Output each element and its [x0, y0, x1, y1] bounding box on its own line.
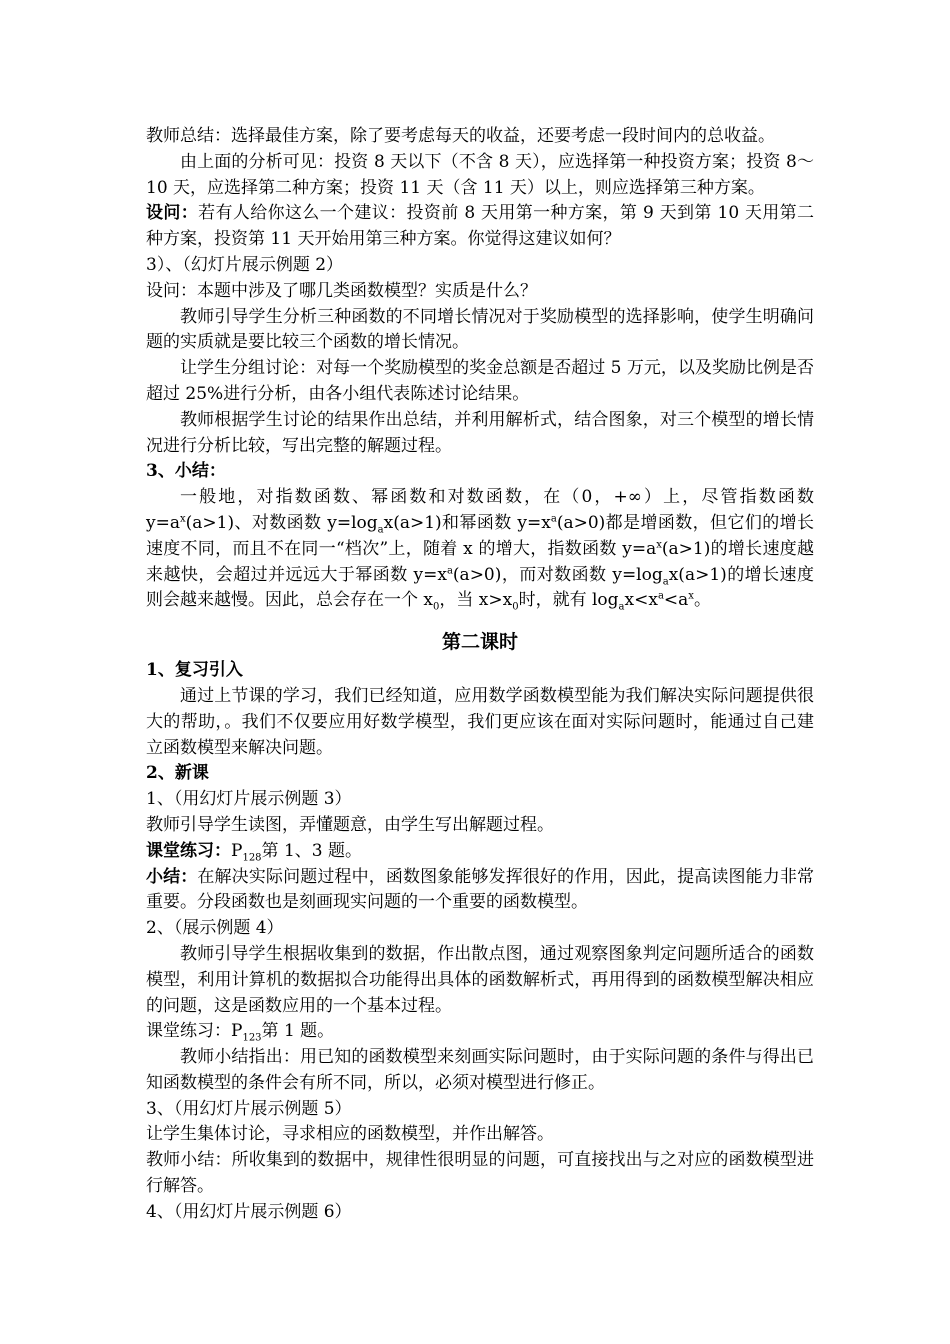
summary-text: 。: [693, 590, 711, 611]
summary-heading: 3、小结：: [146, 461, 226, 482]
summary-text: 时，就有 log: [518, 590, 619, 611]
question-paragraph: [146, 201, 814, 253]
teacher-conclusion-paragraph: 教师根据学生讨论的结果作出总结，并利用解析式，结合图象，对三个模型的增长情况进行分析比较，写出完整的解题过程。: [146, 409, 814, 456]
example2-line: 3）、（幻灯片展示例题 2）: [146, 254, 344, 275]
superscript: x: [656, 539, 662, 551]
superscript: a: [657, 590, 664, 602]
question2-line: 设问：本题中涉及了哪几类函数模型？实质是什么？: [146, 280, 537, 301]
group-work-line: 让学生集体讨论，寻求相应的函数模型，并作出解答。: [146, 1124, 554, 1145]
summary2-label: 小结：: [146, 866, 198, 887]
exercise-label: 课堂练习：: [146, 840, 231, 861]
analysis-paragraph: 由上面的分析可见：投资 8 天以下（不含 8 天），应选择第一种投资方案；投资 8～10 天，应选择第二种方案；投资 11 天（含 11 天）以上，则应选择第三种方案。: [146, 151, 814, 198]
subscript: a: [377, 524, 384, 536]
summary-text: x<x: [624, 590, 658, 611]
review-heading: 1、复习引入: [146, 660, 243, 681]
summary-text: (a>0)都是增函数，但它们的增长速度不同，而且不在同一“档次”上，随着 x 的增大，指数函数 y=a: [146, 512, 814, 559]
exercise-text: 课堂练习：P: [146, 1021, 243, 1042]
scatter-paragraph: 教师引导学生根据收集到的数据，作出散点图，通过观察图象判定问题所适合的函数模型，利用计算机的数据拟合功能得出具体的函数解析式，再用得到的函数模型解决相应的问题，这是函数应用的一个基本过程。: [146, 943, 814, 1016]
superscript: x: [688, 590, 694, 602]
read-graph-line: 教师引导学生读图，弄懂题意，由学生写出解题过程。: [146, 814, 554, 835]
review-paragraph: 通过上节课的学习，我们已经知道，应用数学函数模型能为我们解决实际问题提供很大的帮助，。我们不仅要应用好数学模型，我们更应该在面对实际问题时，能通过自己建立函数模型来解决问题。: [146, 685, 814, 758]
superscript: a: [446, 564, 453, 576]
summary2-paragraph: [146, 865, 814, 917]
exercise-text: P: [231, 840, 243, 861]
document-page: [146, 124, 814, 1226]
question-text: 若有人给你这么一个建议：投资前 8 天用第一种方案，第 9 天到第 10 天用第二种方案，投资第 11 天开始用第三种方案。你觉得这建议如何？: [146, 203, 815, 250]
superscript: x: [179, 513, 186, 525]
summary-text: x(a>1)和幂函数 y=x: [383, 512, 551, 533]
page-subscript: 128: [242, 852, 262, 864]
teacher-guide-paragraph: 教师引导学生分析三种函数的不同增长情况对于奖励模型的选择影响，使学生明确问题的实质就是要比较三个函数的增长情况。: [146, 306, 814, 353]
summary-text: (a>1)的增长速度越来越快，会超过并远远大于幂函数 y=x: [146, 538, 814, 585]
subscript: 0: [512, 601, 519, 613]
summary-text: 一般地，对指数函数、幂函数和对数函数，在（0，+∞）上，尽管指数函数 y=a: [146, 487, 814, 533]
teacher-summary2-paragraph: 教师小结：所收集到的数据中，规律性很明显的问题，可直接找出与之对应的函数模型进行解答。: [146, 1150, 814, 1197]
subscript: a: [662, 575, 669, 587]
exercise-text: 第 1、3 题。: [261, 840, 362, 861]
page-subscript: 123: [242, 1032, 262, 1044]
subscript: 0: [433, 601, 440, 613]
summary-text: <a: [663, 590, 689, 611]
subscript: a: [618, 601, 625, 613]
summary-text: (a>0)，而对数函数 y=log: [452, 564, 663, 585]
summary-paragraph: [146, 485, 814, 614]
summary-text: (a>1)、对数函数 y=log: [185, 512, 378, 533]
summary-text: x(a>1)的增长速度则会越来越慢。因此，总会存在一个 x: [146, 564, 814, 611]
example5-line: 3、（用幻灯片展示例题 5）: [146, 1098, 352, 1119]
section-title: 第二课时: [441, 631, 518, 654]
question-label: 设问：: [146, 203, 199, 224]
teacher-note-paragraph: 教师小结指出：用已知的函数模型来刻画实际问题时，由于实际问题的条件与得出已知函数模型的条件会有所不同，所以，必须对模型进行修正。: [146, 1047, 814, 1093]
new-lesson-heading: 2、新课: [146, 763, 209, 784]
example6-line: 4、（用幻灯片展示例题 6）: [146, 1201, 352, 1222]
exercise2-line: [146, 1019, 814, 1045]
group-discussion-paragraph: 让学生分组讨论：对每一个奖励模型的奖金总额是否超过 5 万元，以及奖励比例是否超过 25%进行分析，由各小组代表陈述讨论结果。: [146, 358, 814, 404]
summary-text: ，当 x>x: [439, 590, 513, 611]
example4-line: 2、（展示例题 4）: [146, 918, 284, 939]
teacher-summary-paragraph: 教师总结：选择最佳方案，除了要考虑每天的收益，还要考虑一段时间内的总收益。: [146, 126, 775, 146]
summary2-text: 在解决实际问题过程中，函数图象能够发挥很好的作用，因此，提高读图能力非常重要。分段函数也是刻画现实问题的一个重要的函数模型。: [146, 866, 815, 913]
superscript: a: [550, 513, 557, 525]
exercise-text: 第 1 题。: [261, 1021, 335, 1042]
example3-line: 1、（用幻灯片展示例题 3）: [146, 789, 352, 810]
exercise1-line: [146, 839, 814, 865]
